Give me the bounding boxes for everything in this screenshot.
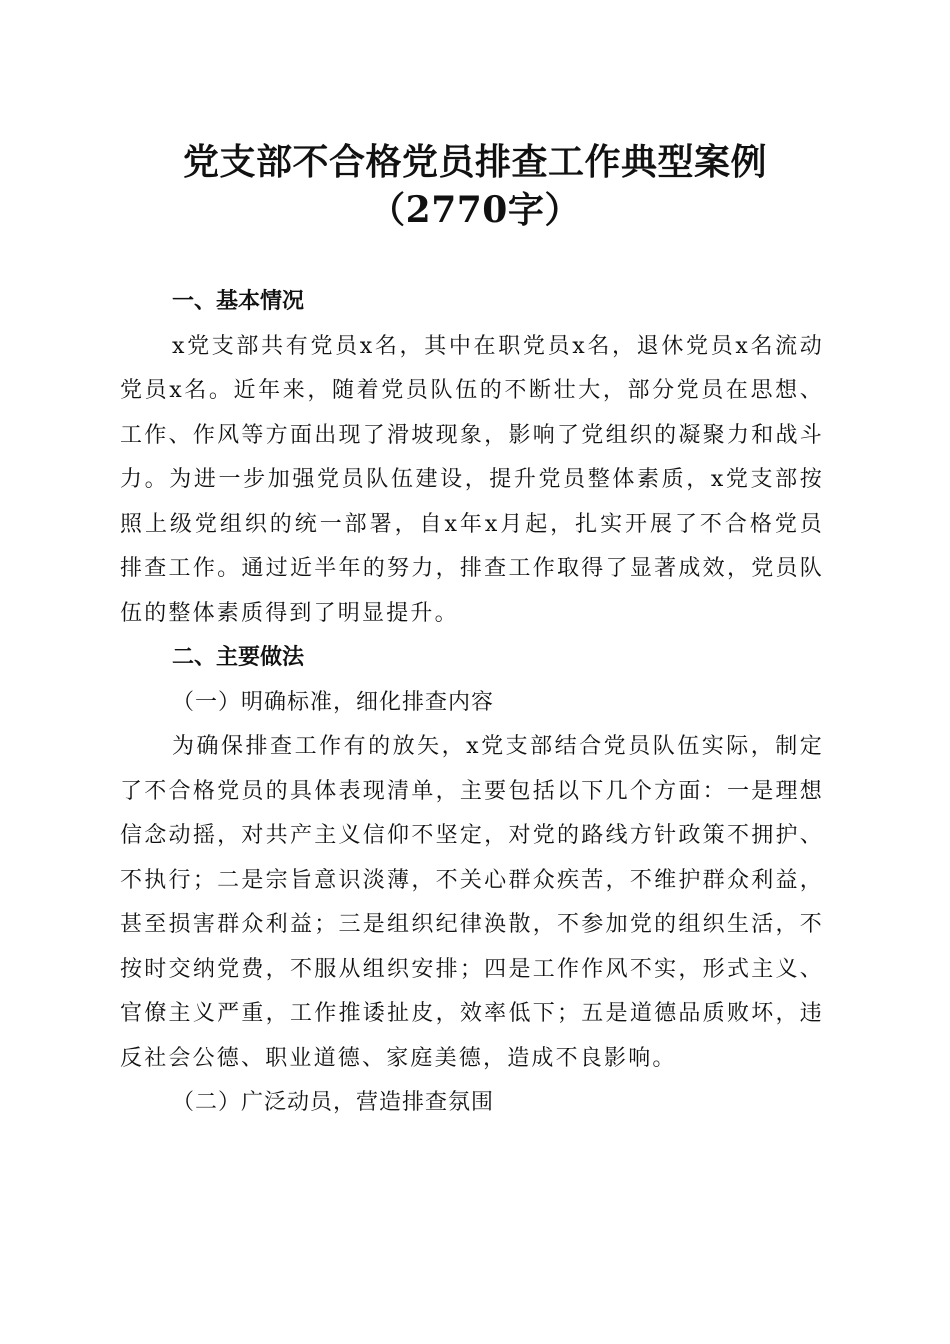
- paragraph-clear-standards: 为确保排查工作有的放矢，x党支部结合党员队伍实际，制定了不合格党员的具体表现清单，主要包括以下几个方面：一是理想信念动摇，对共产主义信仰不坚定，对党的路线方针政策不拥护、不执行；二是宗旨意识淡薄，不关心群众疾苦，不维护群众利益，甚至损害群众利益；三是组织纪律涣散，不参加党的组织生活，不按时交纳党费，不服从组织安排；四是工作作风不实，形式主义、官僚主义严重，工作推诿扯皮，效率低下；五是道德品质败坏，违反社会公德、职业道德、家庭美德，造成不良影响。: [120, 734, 824, 1071]
- section-heading-main-practices: 二、主要做法: [172, 645, 305, 670]
- subheading-clear-standards: （一）明确标准，细化排查内容: [172, 689, 495, 715]
- paragraph-basic-situation: x党支部共有党员x名，其中在职党员x名，退休党员x名流动党员x名。近年来，随着党员队伍的不断壮大，部分党员在思想、工作、作风等方面出现了滑坡现象，影响了党组织的凝聚力和战斗力。为进一步加强党员队伍建设，提升党员整体素质，x党支部按照上级党组织的统一部署，自x年x月起，扎实开展了不合格党员排查工作。通过近半年的努力，排查工作取得了显著成效，党员队伍的整体素质得到了明显提升。: [120, 333, 824, 626]
- document-title: 党支部不合格党员排查工作典型案例（2770字）: [182, 141, 767, 231]
- subheading-broad-mobilization: （二）广泛动员，营造排查氛围: [172, 1090, 495, 1115]
- section-heading-basic-situation: 一、基本情况: [172, 289, 305, 314]
- document-body: [120, 280, 824, 1126]
